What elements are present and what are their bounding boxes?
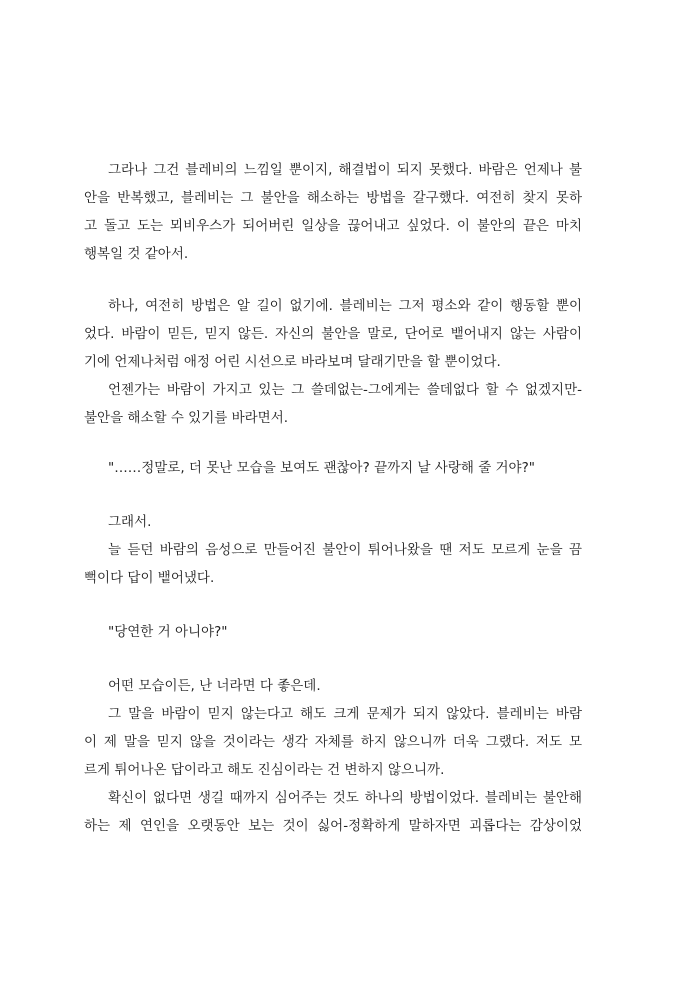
- text-line: "당연한 거 아니야?": [108, 624, 228, 640]
- text-line: 하는 제 연인을 오랫동안 보는 것이 싫어-정확하게 말하자면 괴롭다는 감상이었: [84, 818, 582, 834]
- text-line: 행복일 것 같아서.: [84, 246, 189, 262]
- text-line: 하나, 여전히 방법은 알 길이 없기에. 블레비는 그저 평소와 같이 행동할 뿐이: [108, 298, 582, 314]
- text-line: 르게 튀어나온 답이라고 해도 진심이라는 건 변하지 않으니까.: [84, 762, 445, 778]
- text-line: 불안을 해소할 수 있기를 바라면서.: [84, 410, 289, 426]
- text-line: 기에 언제나처럼 애정 어린 시선으로 바라보며 달래기만을 할 뿐이었다.: [84, 354, 501, 370]
- text-line: 늘 듣던 바람의 음성으로 만들어진 불안이 튀어나왔을 땐 저도 모르게 눈을 끔: [108, 542, 582, 558]
- text-line: 어떤 모습이든, 난 너라면 다 좋은데.: [108, 678, 321, 694]
- text-line: 확신이 없다면 생길 때까지 심어주는 것도 하나의 방법이었다. 블레비는 불안해: [108, 790, 582, 806]
- text-line: 고 돌고 도는 뫼비우스가 되어버린 일상을 끊어내고 싶었다. 이 불안의 끝은 마치: [84, 218, 582, 234]
- text-line: 뻑이다 답이 뱉어냈다.: [84, 570, 215, 586]
- text-line: 었다. 바람이 믿든, 믿지 않든. 자신의 불안을 말로, 단어로 뱉어내지 않는 사람이: [84, 326, 582, 342]
- text-line: 이 제 말을 믿지 않을 것이라는 생각 자체를 하지 않으니까 더욱 그랬다. 저도 모: [84, 734, 582, 750]
- text-line: 그 말을 바람이 믿지 않는다고 해도 크게 문제가 되지 않았다. 블레비는 바람: [108, 706, 582, 722]
- text-line: 안을 반복했고, 블레비는 그 불안을 해소하는 방법을 갈구했다. 여전히 찾지 못하: [84, 190, 582, 206]
- text-line: 그래서.: [108, 514, 152, 530]
- text-line: 그라나 그건 블레비의 느낌일 뿐이지, 해결법이 되지 못했다. 바람은 언제나 불: [108, 162, 582, 178]
- text-line: 언젠가는 바람이 가지고 있는 그 쓸데없는-그에게는 쓸데없다 할 수 없겠지만-: [108, 382, 582, 398]
- text-line: "……정말로, 더 못난 모습을 보여도 괜찮아? 끝까지 날 사랑해 줄 거야?": [108, 460, 535, 476]
